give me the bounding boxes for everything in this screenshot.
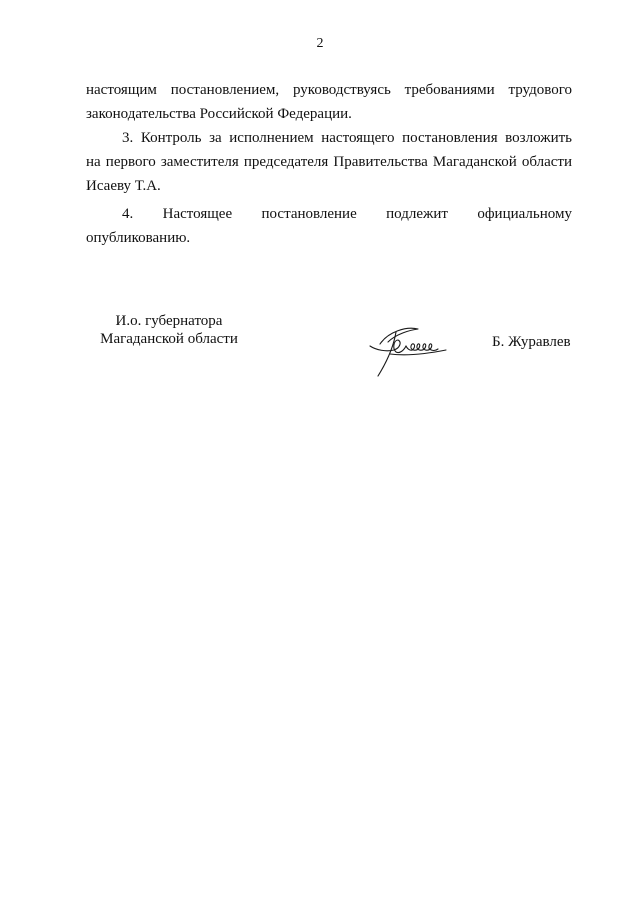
page-number: 2 [316,36,324,51]
paragraph-continuation-line-2: законодательства Российской Федерации. [86,106,352,122]
paragraph-3-line-2: на первого заместителя председателя Правительства Магаданской области [86,154,572,170]
signatory-title [94,312,244,348]
paragraph-3-line-1: 3. Контроль за исполнением настоящего постановления возложить [122,130,572,146]
signatory-title-line-1: И.о. губернатора [115,313,223,329]
paragraph-3-line-3: Исаеву Т.А. [86,178,161,194]
handwritten-signature-icon [366,320,456,380]
signer-name: Б. Журавлев [492,334,571,350]
paragraph-4-line-1: 4. Настоящее постановление подлежит официальному [122,206,572,222]
signatory-title-line-2: Магаданской области [100,331,238,347]
document-body [86,78,572,250]
signature-block [0,312,640,382]
paragraph-continuation-line-1: настоящим постановлением, руководствуясь требованиями трудового [86,82,572,98]
paragraph-4-line-2: опубликованию. [86,230,191,246]
